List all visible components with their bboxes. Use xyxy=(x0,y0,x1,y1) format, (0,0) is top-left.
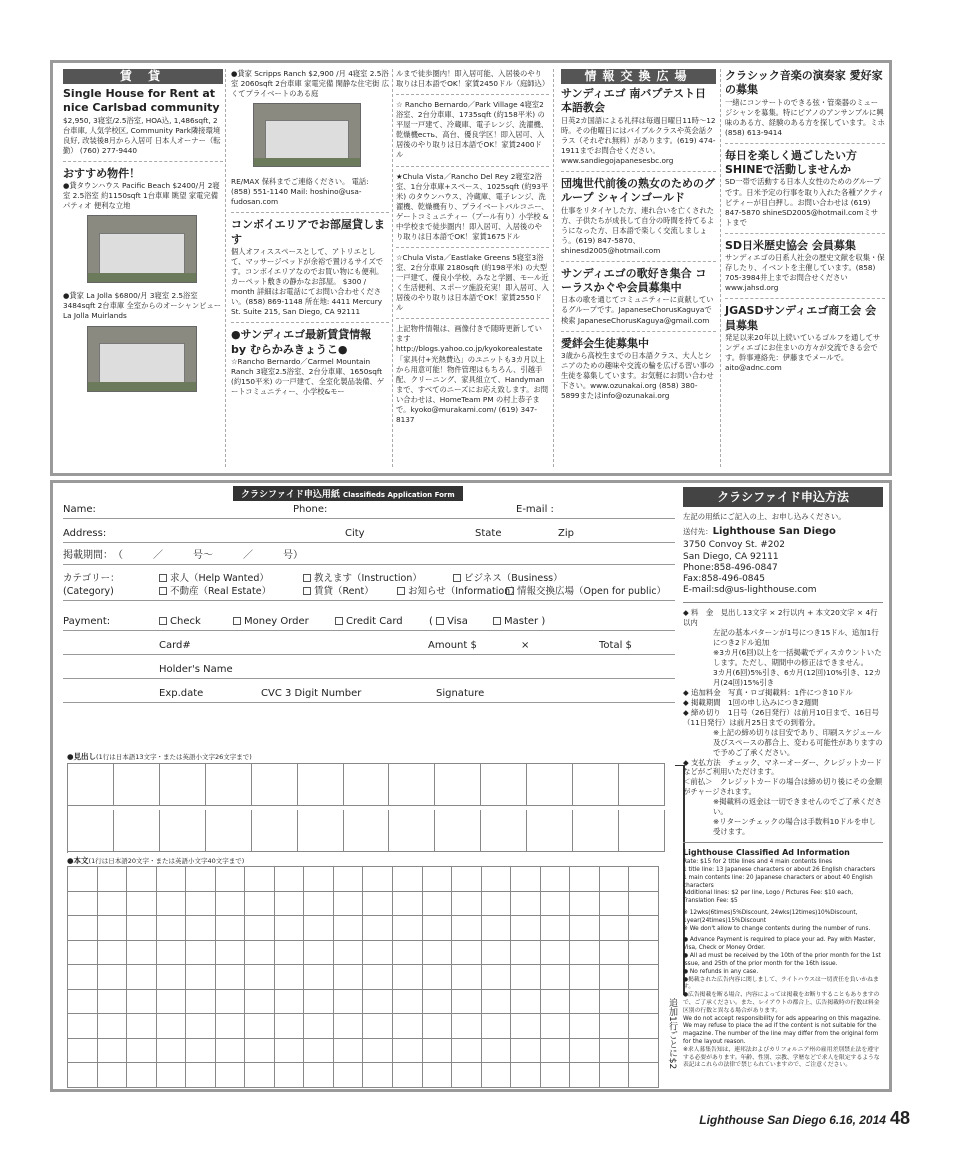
chorus-body: 日本の歌を通じてコミュニティーに貢献しているグループです。JapaneseChorusKaguyaで検索 JapaneseChorusKaguya@gmail.com xyxy=(561,295,714,325)
listing-continued: ルまで徒歩圏内！即入居可能、入居後のやり取りは日本語でOK！家賃2450ドル（庭師込） xyxy=(396,69,550,89)
name-label: Name: xyxy=(63,504,96,515)
grid-cell[interactable] xyxy=(334,892,364,917)
deadline-note: ※上記の締め切りは目安であり、印刷スケジュール及びスペースの都合上、変わる可能性がありますので予めご了承ください。 xyxy=(713,727,883,757)
return-check-note: ※リターンチェックの場合は手数料10ドルを申し受けます。 xyxy=(713,817,877,837)
grid-cell[interactable] xyxy=(304,941,334,966)
shine-body: SD一帯で活動する日本人女性のためのグループです。日米予定の行事を取り入れた各種アクティビティーが目白押し。お問い合わせは (619) 847-5870 shineSD2005@hotmail.comミサトまで xyxy=(725,177,885,227)
column-divider xyxy=(720,69,721,467)
church-body: 日英2カ国語による礼拝は毎週日曜日11時〜12時。その他曜日にはバイブルクラスや英会話クラス（それぞれ無料）があります。(619) 474-1911までお問合せください。 www.sandiegojapanesesbc.org xyxy=(561,115,716,165)
classical-title: クラシック音楽の演奏家 愛好家の募集 xyxy=(725,69,883,97)
grid-cell[interactable] xyxy=(68,1014,98,1039)
cat-real-estate[interactable]: 不動産（Real Estate） xyxy=(159,583,271,597)
grid-cell[interactable] xyxy=(452,892,482,917)
english-info-title: Lighthouse Classified Ad Information xyxy=(683,848,850,858)
cat-information[interactable]: お知らせ（Information） xyxy=(397,583,520,597)
grid-cell[interactable] xyxy=(423,916,453,941)
grid-cell[interactable] xyxy=(363,1039,393,1064)
prepay: ＜前払＞ クレジットカードの場合は締め切り後にその金額がチャージされます。 xyxy=(683,777,883,797)
grid-cell[interactable] xyxy=(245,867,275,892)
grid-cell[interactable] xyxy=(541,916,571,941)
grid-cell[interactable] xyxy=(629,965,659,990)
office-rent-body: 個人オフィススペースとして、アトリエとして、マッサージベッドが余裕で置けるサイズです。コンボイエリアなのでお買い物にも便利。カーペット敷きの静かなお部屋。 $300 / month 詳細はお電話にてお問い合わせください。(858) 869-1148 所在地: 4411 Mercury St. Suite 215, San Diego, CA 92111 xyxy=(231,246,384,317)
grid-cell[interactable] xyxy=(245,941,275,966)
grid-cell[interactable] xyxy=(245,1039,275,1064)
grid-cell[interactable] xyxy=(629,1014,659,1039)
category-label-en: (Category) xyxy=(63,586,114,597)
grid-cell[interactable] xyxy=(157,916,187,941)
grid-cell[interactable] xyxy=(216,916,246,941)
grid-cell[interactable] xyxy=(127,965,157,990)
grid-cell[interactable] xyxy=(127,1063,157,1088)
application-section xyxy=(50,480,892,1092)
grid-cell[interactable] xyxy=(216,1063,246,1088)
how-to-title: クラシファイド申込方法 xyxy=(683,487,883,507)
payment-label: Payment: xyxy=(63,616,111,627)
recommended-title: おすすめ物件！ xyxy=(63,166,141,180)
grid-cell[interactable] xyxy=(216,867,246,892)
info-exchange-column xyxy=(561,69,716,401)
grid-cell[interactable] xyxy=(186,892,216,917)
zip-label: Zip xyxy=(558,528,574,539)
grid-cell[interactable] xyxy=(68,1039,98,1064)
grid-cell[interactable] xyxy=(541,1063,571,1088)
grid-cell[interactable] xyxy=(482,1014,512,1039)
grid-cell[interactable] xyxy=(275,916,305,941)
pay-master[interactable]: Master ) xyxy=(493,616,545,627)
pay-money-order[interactable]: Money Order xyxy=(233,616,309,627)
extra-fee: ◆ 追加料金 写真・ロゴ掲載料：1件につき10ドル xyxy=(683,687,853,697)
grid-cell[interactable] xyxy=(98,990,128,1015)
grid-cell[interactable] xyxy=(216,941,246,966)
grid-cell[interactable] xyxy=(482,916,512,941)
grid-cell[interactable] xyxy=(98,867,128,892)
rent-title: Single House for Rent at nice Carlsbad community xyxy=(63,87,220,115)
phone-label: Phone: xyxy=(293,504,328,515)
grid-cell[interactable] xyxy=(452,965,482,990)
grid-cell[interactable] xyxy=(600,1014,630,1039)
grid-cell[interactable] xyxy=(157,867,187,892)
discount-note: ※3カ月(6回)以上を一括掲載でディスカウントいたします。ただし、期間中の修正はできません。 xyxy=(713,647,882,667)
latest-rent-body: ☆Rancho Bernardo／Carmel Mountain Ranch 3寝室2.5浴室、2台分車庫、1650sqft (約150平米) の一戸建て、全室化製品装備、ゲートコミュニティー、小学校&モー xyxy=(231,357,385,397)
grid-cell[interactable] xyxy=(452,867,482,892)
grid-cell[interactable] xyxy=(275,941,305,966)
cat-open-for-public[interactable]: 情報交換広場（Open for public） xyxy=(506,583,666,597)
grid-cell[interactable] xyxy=(629,1039,659,1064)
grid-cell[interactable] xyxy=(216,892,246,917)
grid-cell[interactable] xyxy=(186,1039,216,1064)
grid-cell[interactable] xyxy=(629,892,659,917)
grid-cell[interactable] xyxy=(186,1063,216,1088)
category-label: カテゴリー： xyxy=(63,573,120,584)
grid-cell[interactable] xyxy=(68,990,98,1015)
cat-rent[interactable]: 賃貸（Rent） xyxy=(303,583,374,597)
application-form xyxy=(63,483,675,1093)
grid-cell[interactable] xyxy=(511,867,541,892)
rent-column-2 xyxy=(231,69,389,397)
grid-cell[interactable] xyxy=(186,965,216,990)
body-grid[interactable] xyxy=(67,866,659,1088)
grid-cell[interactable] xyxy=(216,1039,246,1064)
grid-cell[interactable] xyxy=(393,892,423,917)
signature-label: Signature xyxy=(436,688,485,699)
column-divider xyxy=(392,69,393,467)
address-label: Address: xyxy=(63,528,107,539)
grid-cell[interactable] xyxy=(98,1039,128,1064)
grid-cell[interactable] xyxy=(304,965,334,990)
grid-cell[interactable] xyxy=(393,1063,423,1088)
pay-check[interactable]: Check xyxy=(159,616,201,627)
grid-cell[interactable] xyxy=(452,916,482,941)
grid-cell[interactable] xyxy=(275,990,305,1015)
history-society-title: SD日米歴史協会 会員募集 xyxy=(725,238,856,252)
grid-cell[interactable] xyxy=(482,1063,512,1088)
grid-cell[interactable] xyxy=(570,1014,600,1039)
grid-cell[interactable] xyxy=(570,965,600,990)
grid-cell[interactable] xyxy=(98,941,128,966)
grid-cell[interactable] xyxy=(423,941,453,966)
grid-cell[interactable] xyxy=(334,1063,364,1088)
grid-cell[interactable] xyxy=(68,941,98,966)
classical-body: 一緒にコンサートのできる弦・管楽器のミュージシャンを募集。特にピアノのアンサンブルに興味のある方、経験のある方を探しています。ミホ (858) 613-9414 xyxy=(725,97,885,137)
shine-gold-body: 仕事をリタイヤした方、連れ合いを亡くされた方、子供たちが成長して自分の時間を持てるようになった方、日本語で楽しく交流しましょう。(619) 847-5870、shinesd2005@hotmail.com xyxy=(561,205,715,255)
grid-cell[interactable] xyxy=(186,941,216,966)
grid-cell[interactable] xyxy=(600,990,630,1015)
grid-cell[interactable] xyxy=(245,892,275,917)
grid-cell[interactable] xyxy=(570,867,600,892)
grid-cell[interactable] xyxy=(511,941,541,966)
grid-cell[interactable] xyxy=(68,892,98,917)
grid-cell[interactable] xyxy=(245,990,275,1015)
payment-method: ◆ 支払方法 チェック、マネーオーダー、クレジットカードなどがご利用いただけます。 xyxy=(683,757,882,777)
company-name: Lighthouse San Diego xyxy=(712,525,836,537)
headline-grid[interactable] xyxy=(67,763,665,853)
grid-cell[interactable] xyxy=(304,867,334,892)
grid-cell[interactable] xyxy=(245,1063,275,1088)
grid-cell[interactable] xyxy=(245,965,275,990)
grid-cell[interactable] xyxy=(511,1039,541,1064)
grid-cell[interactable] xyxy=(157,892,187,917)
shine-gold-title: 団塊世代前後の熟女のためのグループ シャインゴールド xyxy=(561,176,715,205)
fee-info: ◆ 料 金 見出し13文字 × 2行以内 + 本文20文字 × 4行以内 xyxy=(683,607,878,627)
grid-cell[interactable] xyxy=(600,965,630,990)
grid-cell[interactable] xyxy=(127,990,157,1015)
grid-cell[interactable] xyxy=(570,990,600,1015)
grid-cell[interactable] xyxy=(157,1014,187,1039)
grid-cell[interactable] xyxy=(423,867,453,892)
period-label: 掲載期間： （ ／ 号〜 ／ 号） xyxy=(63,550,303,561)
grid-cell[interactable] xyxy=(511,990,541,1015)
grid-cell[interactable] xyxy=(304,916,334,941)
grid-cell[interactable] xyxy=(363,965,393,990)
grid-cell[interactable] xyxy=(304,1014,334,1039)
grid-cell[interactable] xyxy=(393,916,423,941)
latest-rent-title: ●サンディエゴ最新賃貸情報 by むらかみきょうこ● xyxy=(231,328,372,356)
grid-cell[interactable] xyxy=(275,965,305,990)
grid-cell[interactable] xyxy=(334,1039,364,1064)
grid-cell[interactable] xyxy=(629,916,659,941)
grid-cell[interactable] xyxy=(275,867,305,892)
grid-cell[interactable] xyxy=(334,990,364,1015)
grid-cell[interactable] xyxy=(275,1014,305,1039)
listing-info: 上記物件情報は、画像付きで随時更新しています http://blogs.yahoo.co.jp/kyokorealestate「家具付+光熱費込」のユニットも3カ月以上から用意可能！物件管理はもちろん、引越手配、クリーニング、家具組立て、Handymanまで、すべてのニーズにお応え致します。お問い合わせは、HomeTeam PM の村上恭子まで。kyoko@murakami.com/ (619) 347-8137 xyxy=(396,324,548,424)
info-exchange-header: 情報交換広場 xyxy=(561,69,716,84)
issue-label: Lighthouse San Diego 6.16, 2014 xyxy=(699,1113,886,1127)
grid-cell[interactable] xyxy=(600,941,630,966)
shine-title: 毎日を楽しく過ごしたい方 SHINEで活動しませんか xyxy=(725,148,857,177)
grid-cell[interactable] xyxy=(98,1063,128,1088)
townhouse-photo xyxy=(87,215,197,283)
ad-period: ◆ 掲載期間 1回の申し込みにつき2週間 xyxy=(683,697,819,707)
grid-cell[interactable] xyxy=(452,990,482,1015)
grid-cell[interactable] xyxy=(98,892,128,917)
grid-cell[interactable] xyxy=(304,892,334,917)
body-title: ●本文(1行は日本語20文字・または英語小文字40文字まで) xyxy=(67,856,245,865)
jgasd-body: 発足以来20年以上続いているゴルフを通してサンディエゴにお住まいの方々が交流できる会です。幹事連絡先：伊藤までメールで。aito@adnc.com xyxy=(725,332,881,373)
grid-cell[interactable] xyxy=(127,941,157,966)
grid-cell[interactable] xyxy=(482,965,512,990)
additional-line-note: 追加1行ごとに$2 xyxy=(667,998,677,1070)
scripps-ranch-photo xyxy=(253,103,361,167)
grid-cell[interactable] xyxy=(541,1014,571,1039)
grid-cell[interactable] xyxy=(452,941,482,966)
grid-cell[interactable] xyxy=(541,1039,571,1064)
grid-cell[interactable] xyxy=(393,965,423,990)
column-divider xyxy=(225,69,226,467)
chorus-title: サンディエゴの歌好き集合 コーラスかぐや会員募集中 xyxy=(561,266,707,295)
grid-cell[interactable] xyxy=(245,916,275,941)
grid-cell[interactable] xyxy=(541,990,571,1015)
grid-cell[interactable] xyxy=(629,990,659,1015)
grid-cell[interactable] xyxy=(511,965,541,990)
grid-cell[interactable] xyxy=(363,990,393,1015)
rancho-del-rey-listing: ★Chula Vista／Rancho Del Rey 2寝室2浴室、1台分車庫+スペース、1025sqft (約93平米) のタウンハウス、冷蔵庫、電子レンジ、洗濯機、乾燥機有り、プライベートバルコニー、ゲートコミュニティー（プール有り）小学校 & 中学校まで徒歩圏内！即入居可、入居後のやり取りは日本語でOK！家賃1675ドル xyxy=(396,171,549,241)
period-row[interactable] xyxy=(63,545,675,565)
grid-cell[interactable] xyxy=(511,1063,541,1088)
grid-cell[interactable] xyxy=(216,990,246,1015)
city-label: City xyxy=(345,528,365,539)
exp-row[interactable] xyxy=(63,683,675,703)
grid-cell[interactable] xyxy=(482,867,512,892)
amount-label: Amount $ xyxy=(428,640,477,651)
grid-cell[interactable] xyxy=(127,1039,157,1064)
grid-cell[interactable] xyxy=(157,1063,187,1088)
grid-cell[interactable] xyxy=(629,867,659,892)
grid-cell[interactable] xyxy=(245,1014,275,1039)
scripps-ranch-listing: ●貸家 Scripps Ranch $2,900 /月 4寝室 2.5浴室 2060sqft 2台車庫 家電完備 閑静な住宅街 広くてプライベートのある庭 xyxy=(231,69,389,99)
grid-cell[interactable] xyxy=(304,1063,334,1088)
form-title: クラシファイド申込用紙 Classifieds Application Form xyxy=(233,486,463,501)
grid-cell[interactable] xyxy=(186,867,216,892)
refund-note: ※掲載料の返金は一切できませんのでご了承ください。 xyxy=(713,797,882,817)
classifieds-listings xyxy=(50,60,892,476)
grid-cell[interactable] xyxy=(482,941,512,966)
grid-cell[interactable] xyxy=(68,1063,98,1088)
grid-cell[interactable] xyxy=(363,916,393,941)
grid-cell[interactable] xyxy=(334,867,364,892)
grid-cell[interactable] xyxy=(452,1014,482,1039)
eastlake-listing: ☆Chula Vista／Eastlake Greens 5寝室3浴室、2台分車庫 2180sqft (約198平米) の大型一戸建て、優良小学校、みなと学園、モール近く生活便利、スポーツ施設充実！即入居可、入居後のやり取りは日本語でOK！家賃2550ドル xyxy=(396,252,549,313)
grid-cell[interactable] xyxy=(570,941,600,966)
grid-cell[interactable] xyxy=(363,867,393,892)
grid-cell[interactable] xyxy=(275,892,305,917)
exp-label: Exp.date xyxy=(159,688,204,699)
name-row[interactable] xyxy=(63,499,675,519)
deadline: ◆ 締め切り 1日号（26日発行）は前月10日まで、16日号（11日発行）は前月25日までの到着分。 xyxy=(683,707,880,727)
grid-cell[interactable] xyxy=(423,1063,453,1088)
grid-cell[interactable] xyxy=(363,1063,393,1088)
grid-cell[interactable] xyxy=(186,990,216,1015)
office-rent-title: コンボイエリアでお部屋貸します xyxy=(231,218,385,246)
how-to-intro: 左記の用紙にご記入の上、お申し込みください。 xyxy=(683,512,846,521)
cat-instruction[interactable]: 教えます（Instruction） xyxy=(303,570,422,584)
grid-cell[interactable] xyxy=(334,916,364,941)
times-label: × xyxy=(521,640,530,651)
park-village-listing: ☆ Rancho Bernardo／Park Village 4寝室2浴室、2台分車庫、1735sqft (約158平米) の平屋一戸建て、冷蔵庫、電子レンジ、洗濯機、乾燥機есть、高台、優良学区！即入居可、入居後のやり取りは日本語でOK！家賃2400ドル xyxy=(396,100,549,160)
grid-cell[interactable] xyxy=(393,1039,423,1064)
grid-cell[interactable] xyxy=(127,892,157,917)
grid-cell[interactable] xyxy=(334,1014,364,1039)
cvc-label: CVC 3 Digit Number xyxy=(261,688,362,699)
grid-cell[interactable] xyxy=(157,990,187,1015)
grid-cell[interactable] xyxy=(98,965,128,990)
grid-cell[interactable] xyxy=(216,1014,246,1039)
remax-contact: RE/MAX 保科までご連絡ください。 電話: (858) 551-1140 Mail: hoshino@usa-fudosan.com xyxy=(231,177,369,207)
email-label: E-mail : xyxy=(516,504,554,515)
grid-cell[interactable] xyxy=(423,1014,453,1039)
grid-cell[interactable] xyxy=(482,1039,512,1064)
grid-cell[interactable] xyxy=(629,941,659,966)
rent-column xyxy=(63,69,223,396)
page-footer xyxy=(699,1108,910,1129)
state-label: State xyxy=(475,528,502,539)
grid-cell[interactable] xyxy=(363,1014,393,1039)
cat-help-wanted[interactable]: 求人（Help Wanted） xyxy=(159,570,269,584)
grid-cell[interactable] xyxy=(541,941,571,966)
grid-cell[interactable] xyxy=(68,965,98,990)
la-jolla-house-photo xyxy=(87,326,197,392)
grid-cell[interactable] xyxy=(541,867,571,892)
page-number: 48 xyxy=(889,1108,910,1128)
grid-cell[interactable] xyxy=(98,916,128,941)
grid-cell[interactable] xyxy=(393,990,423,1015)
card-row[interactable] xyxy=(63,635,675,655)
rent-header: 賃 貸 xyxy=(63,69,223,84)
grid-cell[interactable] xyxy=(423,965,453,990)
grid-cell[interactable] xyxy=(127,1014,157,1039)
grid-cell[interactable] xyxy=(127,916,157,941)
recommended-listing-2: ●貸家 La Jolla $6800/月 3寝室 2.5浴室 3484sqft 2台車庫 全室からのオーシャンビュー La Jolla Muirlands xyxy=(63,291,222,321)
grid-cell[interactable] xyxy=(482,892,512,917)
grid-cell[interactable] xyxy=(423,892,453,917)
english-info: Rate: $15 for 2 title lines and 4 main contents lines 1 title line: 13 Japanese characters or about 26 English characters 1 main contents line: 20 Japanese characters or about 40 English characters Additional lines: $2 per line, Logo / Pictures Fee: $10 each, Translation Fee: $5 ※ 12wks(6times)5%Discount, 24wks(12times)10%Discount, 1year(24times)15%Discount ※ We don't allow to change contents during the number of runs. ● Advance Payment is required to place your ad. Pay with Master, Visa, Check or Money Order. ● All ad must be received by the 10th of the prior month for the 1st issue, and 25th of the prior month for the 16th issue. ● No refunds in any case. ●掲載された広告内容に関しまして、ライトハウスは一切責任を負いかねます。 ●広告掲載を断る場合、内容によっては掲載をお断りすることもありますので、ご了承ください。また、レイアウトの都合上、広告掲載時の行数は料金区別の行数と異なる場合があります。 We do not accept responsibility for ads appearing on this magazine. We may refuse to place the ad if the content is not suitable for the magazine. The number of the line may differ from the original form for the layout reason. ※求人募集告知は、連邦法およびカリフォルニア州の雇用差別禁止法を遵守する必要があります。年齢、性別、宗教、学歴などで求人を限定するような表記はこれらの法律で禁じられていますので、ご注意ください。 xyxy=(683,859,881,1069)
grid-cell[interactable] xyxy=(334,941,364,966)
grid-cell[interactable] xyxy=(452,1063,482,1088)
grid-cell[interactable] xyxy=(423,990,453,1015)
grid-cell[interactable] xyxy=(541,892,571,917)
history-society-body: サンディエゴの日系人社会の歴史文献を収集・保存したり、イベントを主催しています。(858) 705-3984井上までお問合せください www.jahsd.org xyxy=(725,253,885,293)
grid-cell[interactable] xyxy=(393,867,423,892)
grid-cell[interactable] xyxy=(186,916,216,941)
grid-cell[interactable] xyxy=(511,892,541,917)
rent-body: $2,950, 3寝室/2.5浴室, HOA込, 1,486sqft, 2台車庫, 人気学校区, Community Park隣接環境良好, 改装後8月から入居可 日本人オーナー（転勤） (760) 277-9440 xyxy=(63,115,221,155)
category-row xyxy=(63,571,675,601)
grid-cell[interactable] xyxy=(275,1063,305,1088)
grid-cell[interactable] xyxy=(600,867,630,892)
cat-business[interactable]: ビジネス（Business） xyxy=(453,570,563,584)
grid-cell[interactable] xyxy=(304,1039,334,1064)
aibankai-title: 愛絆会生徒募集中 xyxy=(561,336,649,350)
grid-cell[interactable] xyxy=(127,867,157,892)
headline-title: ●見出し(1行は日本語13文字・または英語小文字26文字まで) xyxy=(67,752,252,761)
holder-label: Holder's Name xyxy=(159,664,233,675)
grid-cell[interactable] xyxy=(216,965,246,990)
pay-credit-card[interactable]: Credit Card xyxy=(335,616,403,627)
grid-cell[interactable] xyxy=(275,1039,305,1064)
fee-detail: 左記の基本パターンが1号につき15ドル、追加1行につき2ドル追加 xyxy=(713,627,879,647)
grid-cell[interactable] xyxy=(629,1063,659,1088)
pay-visa[interactable]: ( Visa xyxy=(429,616,468,627)
jgasd-title: JGASDサンディエゴ商工会 会員募集 xyxy=(725,304,877,332)
grid-cell[interactable] xyxy=(393,1014,423,1039)
grid-cell[interactable] xyxy=(186,1014,216,1039)
grid-cell[interactable] xyxy=(452,1039,482,1064)
church-title: サンディエゴ 南バプテスト日本語教会 xyxy=(561,87,706,115)
company-address: 3750 Convoy St. #202 San Diego, CA 92111 Phone:858-496-0847 Fax:858-496-0845 E-mail:sd@us-lighthouse.com xyxy=(683,540,817,596)
grid-cell[interactable] xyxy=(570,1039,600,1064)
grid-cell[interactable] xyxy=(98,1014,128,1039)
grid-cell[interactable] xyxy=(511,916,541,941)
grid-cell[interactable] xyxy=(570,1063,600,1088)
info-exchange-column-2 xyxy=(725,69,885,373)
grid-cell[interactable] xyxy=(157,965,187,990)
recommended-listing-1: ●貸タウンハウス Pacific Beach $2400/月 2寝室 2.5浴室 約1150sqft 1台車庫 眺望 家電完備 パティオ 便利な立地 xyxy=(63,181,220,211)
grid-cell[interactable] xyxy=(600,1063,630,1088)
grid-cell[interactable] xyxy=(304,990,334,1015)
grid-cell[interactable] xyxy=(570,916,600,941)
grid-cell[interactable] xyxy=(157,1039,187,1064)
total-label: Total $ xyxy=(599,640,632,651)
payment-row xyxy=(63,611,675,631)
holder-row[interactable] xyxy=(63,659,675,679)
discount-rates: 3カ月(6回)5%引き、6カ月(12回)10%引き、12カ月(24回)15%引き xyxy=(713,667,882,687)
rent-column-3 xyxy=(396,69,549,425)
send-to-label: 送付先： xyxy=(683,526,713,536)
aibankai-body: 3歳から高校生までの日本語クラス、大人とシニアのための趣味や交流の輪を広げる習い事の生徒を募集しています。お気軽にお問い合わせ下さい。www.ozunakai.org (858) 380-5899またはinfo@ozunakai.org xyxy=(561,350,715,401)
column-divider xyxy=(553,69,554,467)
grid-cell[interactable] xyxy=(600,1039,630,1064)
grid-cell[interactable] xyxy=(363,941,393,966)
grid-cell[interactable] xyxy=(363,892,393,917)
grid-cell[interactable] xyxy=(600,916,630,941)
card-label: Card# xyxy=(159,640,191,651)
grid-cell[interactable] xyxy=(600,892,630,917)
grid-cell[interactable] xyxy=(570,892,600,917)
grid-cell[interactable] xyxy=(423,1039,453,1064)
grid-cell[interactable] xyxy=(541,965,571,990)
grid-cell[interactable] xyxy=(511,1014,541,1039)
grid-cell[interactable] xyxy=(334,965,364,990)
grid-cell[interactable] xyxy=(68,916,98,941)
grid-cell[interactable] xyxy=(393,941,423,966)
grid-cell[interactable] xyxy=(157,941,187,966)
grid-cell[interactable] xyxy=(68,867,98,892)
address-row[interactable] xyxy=(63,523,675,543)
grid-cell[interactable] xyxy=(482,990,512,1015)
how-to-apply xyxy=(683,487,883,1070)
